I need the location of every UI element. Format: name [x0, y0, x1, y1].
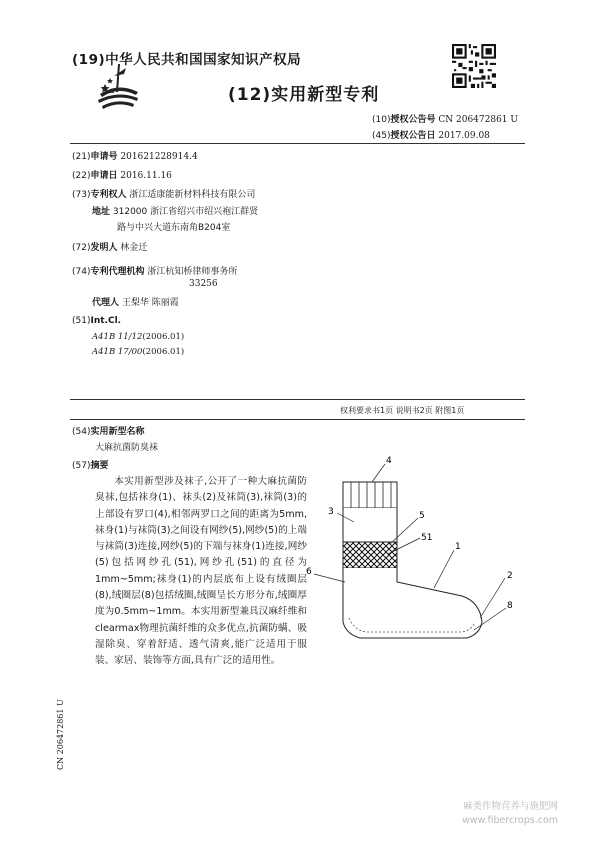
sock-tube — [343, 508, 397, 542]
label-8: 8 — [507, 601, 513, 611]
publication-date-row — [372, 128, 490, 141]
inventor-value: 林金迁 — [120, 243, 148, 253]
app-date-value: 2016.11.16 — [120, 171, 172, 181]
pub-no-value: CN 206472861 U — [438, 115, 518, 125]
watermark-line1: 麻类作物营养与施肥网 — [463, 801, 559, 812]
app-date-label: 申请日 — [90, 171, 118, 181]
app-no-label: 申请号 — [90, 152, 118, 162]
pub-date-code: (45) — [372, 131, 391, 141]
watermark — [462, 800, 558, 828]
inventor-code: (72) — [72, 243, 91, 253]
patentee-value: 浙江适康能新材料科技有限公司 — [129, 190, 256, 200]
qr-code — [452, 44, 496, 88]
side-publication-code: CN 206472861 U — [56, 699, 65, 770]
title-code: (54) — [72, 427, 91, 437]
ipc-class: A41B 11/12 — [92, 332, 143, 342]
pub-date-label: 授权公告日 — [390, 131, 436, 141]
doc-code: (12) — [228, 85, 272, 105]
abstract-heading — [72, 458, 109, 471]
ipc-date: (2006.01) — [142, 332, 185, 342]
office-emblem-logo — [96, 62, 140, 112]
label-2: 2 — [507, 571, 513, 581]
watermark-line2: www.fibercrops.com — [462, 815, 559, 826]
address-line1: 312000 浙江省绍兴市绍兴袍江群贤 — [112, 207, 259, 217]
sock-mesh — [343, 542, 397, 568]
agency-number: 33256 — [189, 279, 218, 289]
label-1: 1 — [455, 542, 461, 552]
pub-date-value: 2017.09.08 — [438, 131, 490, 141]
ipc-entry — [92, 347, 184, 357]
label-51: 51 — [421, 533, 433, 543]
pub-no-code: (10) — [372, 115, 391, 125]
office-code: (19) — [72, 52, 106, 68]
agent-label: 代理人 — [92, 298, 120, 308]
utility-model-title: 大麻抗菌防臭袜 — [95, 443, 159, 453]
ipc-entry — [92, 332, 184, 342]
pub-no-label: 授权公告号 — [390, 115, 436, 125]
inventor-label: 发明人 — [90, 243, 118, 253]
abstract-text: 本实用新型涉及袜子,公开了一种大麻抗菌防臭袜,包括袜身(1)、袜头(2)及袜筒(3),袜筒(3)的上部设有罗口(4),相邻两罗口之间的距离为5mm,袜身(1)与袜筒(3)之间设有网纱(5),网纱(5)的上端与袜筒(3)连接,网纱(5)的下端与袜身(1)连接,网纱(5)包括网纱孔(51),网纱孔(51)的直径为1mm~5mm;袜身(1)的内层底布上设有绒圈层(8),绒圈层(8)包括绒圈,绒圈呈长方形分布,绒圈厚度为0.5mm~1mm。本实用新型兼具汉麻纤维和clearmax物理抗菌纤维的众多优点,抗菌防螨、吸湿除臭、穿着舒适、透气清爽,能广泛适用于服装、家居、装饰等方面,具有广泛的适用性。 — [95, 476, 307, 667]
office-title — [72, 48, 301, 68]
ipc-class: A41B 17/00 — [92, 347, 143, 357]
abstract-label: 摘要 — [90, 461, 109, 471]
address-row — [92, 204, 258, 217]
inventor-row — [72, 240, 147, 253]
app-no-code: (21) — [72, 152, 91, 162]
label-6: 6 — [306, 567, 312, 577]
application-date-row — [72, 168, 172, 181]
pages-divider-bottom — [70, 419, 525, 420]
publication-number-row — [372, 112, 518, 125]
app-no-value: 201621228914.4 — [120, 152, 198, 162]
pages-divider-top — [70, 399, 525, 400]
ipc-date: (2006.01) — [142, 347, 185, 357]
agency-code: (74) — [72, 267, 91, 277]
patentee-row — [72, 187, 255, 200]
title-label: 实用新型名称 — [90, 427, 145, 437]
int-code: (51) — [72, 316, 91, 326]
document-type-title — [228, 80, 379, 105]
address-label: 地址 — [92, 207, 111, 217]
int-cl-row — [72, 316, 121, 326]
label-5: 5 — [419, 511, 425, 521]
application-number-row — [72, 149, 198, 162]
sock-figure — [302, 450, 532, 670]
utility-model-title-row — [72, 424, 145, 437]
agency-label: 专利代理机构 — [90, 267, 145, 277]
patentee-code: (73) — [72, 190, 91, 200]
address-line2: 路与中兴大道东南角B204室 — [117, 223, 231, 233]
agent-value: 王梨华 陈丽霞 — [121, 298, 179, 308]
agency-value: 浙江杭知桥律师事务所 — [147, 267, 238, 277]
label-3: 3 — [328, 507, 334, 517]
header-divider — [70, 143, 525, 144]
page-count-info: 权利要求书1页 说明书2页 附图1页 — [340, 406, 465, 415]
app-date-code: (22) — [72, 171, 91, 181]
abstract-code: (57) — [72, 461, 91, 471]
patentee-label: 专利权人 — [90, 190, 127, 200]
label-4: 4 — [386, 456, 392, 466]
int-label: Int.Cl. — [90, 316, 122, 326]
sock-body — [343, 568, 482, 638]
doc-type: 实用新型专利 — [271, 85, 380, 105]
agency-row — [72, 264, 237, 277]
agent-row — [92, 295, 179, 308]
office-name: 中华人民共和国国家知识产权局 — [105, 52, 302, 68]
